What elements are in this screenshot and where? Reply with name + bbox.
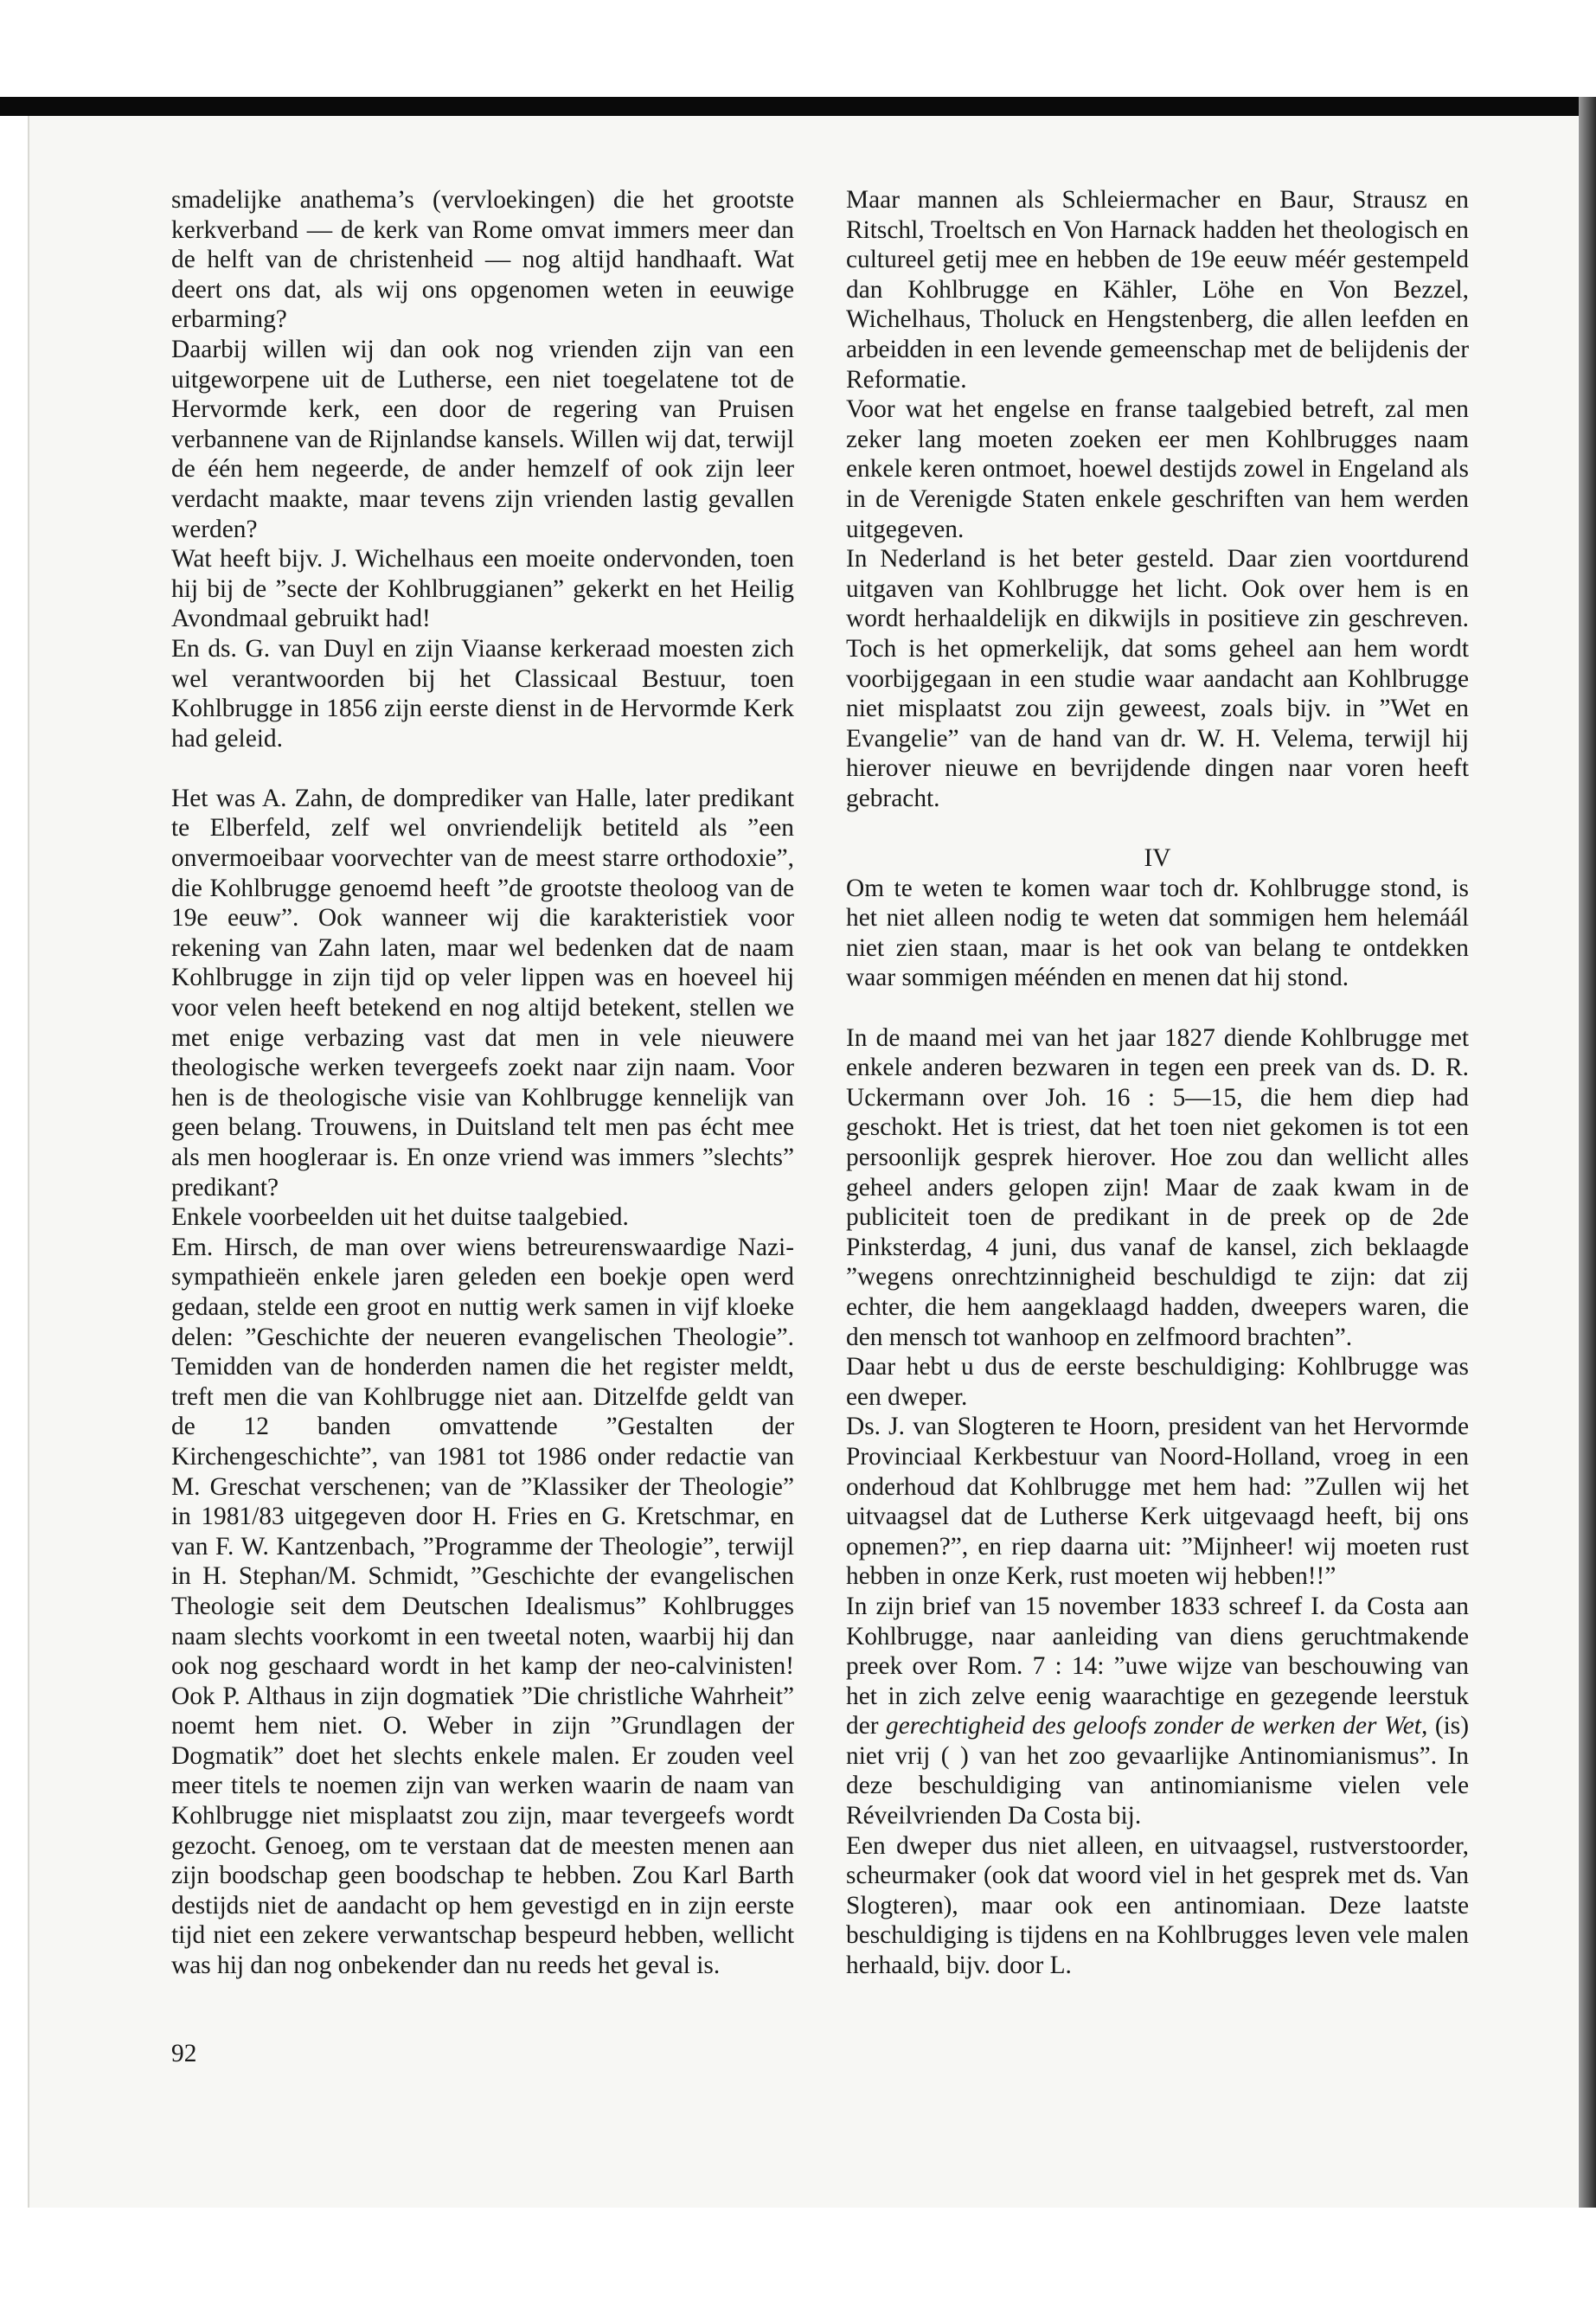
right-column bbox=[846, 185, 1469, 1981]
scan-top-edge bbox=[0, 97, 1596, 116]
paragraph: Voor wat het engelse en franse taalgebied betreft, zal men zeker lang moeten zoeken eer men Kohlbrugges naam enkele keren ontmoet, hoewel destijds zowel in Engeland als in de Verenigde Staten enkele geschriften van hem werden uitgegeven. bbox=[846, 395, 1469, 543]
paragraph: Om te weten te komen waar toch dr. Kohlbrugge stond, is het niet alleen nodig te weten dat sommigen hem helemáál niet zien staan, maar is het ook van belang te ontdekken waar sommigen méénden en menen dat hij stond. bbox=[846, 874, 1469, 992]
paragraph bbox=[846, 1592, 1469, 1831]
paragraph: smadelijke anathema’s (vervloekingen) die het grootste kerkverband — de kerk van Rome omvat immers meer dan de helft van de christenheid — nog altijd handhaaft. Wat deert ons dat, als wij ons opgenomen weten in eeuwige erbarming? bbox=[171, 186, 794, 334]
paragraph: Em. Hirsch, de man over wiens betreurenswaardige Nazi-sympathieën enkele jaren geleden een boekje open werd gedaan, stelde een groot en nuttig werk samen in vijf kloeke delen: ”Geschichte der neueren evangelischen Theologie”. Temidden van de honderden namen die het register meldt, treft men die van Kohlbrugge niet aan. Ditzelfde geldt van de 12 banden omvattende ”Gestalten der Kirchengeschichte”, van 1981 tot 1986 onder redactie van M. Greschat verschenen; van de ”Klassiker der Theologie” in 1981/83 uitgegeven door H. Fries en G. Kretschmar, en van F. W. Kantzenbach, ”Programme der Theologie”, terwijl in H. Stephan/M. Schmidt, ”Geschichte der evangelischen Theologie seit dem Deutschen Idealismus” Kohlbrugges naam slechts voorkomt in een tweetal noten, waarbij hij dan ook nog geschaard wordt in het kamp der neo-calvinisten! Ook P. Althaus in zijn dogmatiek ”Die christliche Wahrheit” noemt hem niet. O. Weber in zijn ”Grundlagen der Dogmatik” doet het slechts enkele malen. Er zouden veel meer titels te noemen zijn van werken waarin de naam van Kohlbrugge niet misplaatst zou zijn, maar tevergeefs wordt gezocht. Genoeg, om te verstaan dat de meesten menen aan zijn boodschap geen boodschap te hebben. Zou Karl Barth destijds niet de aandacht op hem gevestigd en in zijn eerste tijd niet een zekere verwantschap bespeurd hebben, wellicht was hij dan nog onbekender dan nu reeds het geval is. bbox=[171, 1233, 794, 1980]
scan-right-edge bbox=[1579, 97, 1596, 2208]
text-run: (is) niet vrij ( ) van het zoo gevaarlijke Antinomianismus”. In deze beschuldiging van antinomianisme vielen vele Réveilvrienden Da Costa bij. bbox=[846, 1712, 1469, 1830]
paragraph: Ds. J. van Slogteren te Hoorn, president van het Hervormde Provinciaal Kerkbestuur van Noord-Holland, vroeg in een onderhoud dat Kohlbrugge met hem had: ”Zullen wij het uitvaagsel dat de Lutherse Kerk uitgevaagd heeft, bij ons opnemen?”, en riep daarna uit: ”Mijnheer! wij moeten rust hebben in onze Kerk, rust moeten wij hebben!!” bbox=[846, 1413, 1469, 1591]
paragraph: Wat heeft bijv. J. Wichelhaus een moeite ondervonden, toen hij bij de ”secte der Kohlbruggianen” gekerkt en het Heilig Avondmaal gebruikt had! bbox=[171, 545, 794, 633]
section-heading: IV bbox=[1144, 844, 1171, 873]
paragraph: Enkele voorbeelden uit het duitse taalgebied. bbox=[171, 1203, 629, 1232]
paragraph: Daar hebt u dus de eerste beschuldiging: Kohlbrugge was een dweper. bbox=[846, 1353, 1469, 1411]
paragraph: In Nederland is het beter gesteld. Daar zien voortdurend uitgaven van Kohlbrugge het licht. Ook over hem is en wordt herhaaldelijk en dikwijls in positieve zin geschreven. Toch is het opmerkelijk, dat soms geheel aan hem wordt voorbijgegaan in een studie waar aandacht aan Kohlbrugge niet misplaatst zou zijn geweest, zoals bijv. in ”Wet en Evangelie” van de hand van dr. W. H. Velema, terwijl hij hierover nieuwe en bevrijdende dingen naar voren heeft gebracht. bbox=[846, 545, 1469, 812]
text-run: In zijn brief van 15 november 1833 schreef I. da Costa aan Kohlbrugge, naar aanleiding van diens geruchtmakende preek over Rom. 7 : 14: ”uwe wijze van beschouwing van het in zich zelve eenig waarachtige en gezegende leerstuk der bbox=[846, 1592, 1469, 1740]
paragraph: En ds. G. van Duyl en zijn Viaanse kerkeraad moesten zich wel verantwoorden bij het Classicaal Bestuur, toen Kohlbrugge in 1856 zijn eerste dienst in de Hervormde Kerk had geleid. bbox=[171, 634, 794, 753]
left-column bbox=[171, 185, 794, 1981]
paragraph-gap bbox=[846, 993, 1469, 1023]
paragraph: Het was A. Zahn, de domprediker van Halle, later predikant te Elberfeld, zelf wel onvriendelijk betiteld als ”een onvermoeibaar voorvechter van de meest starre orthodoxie”, die Kohlbrugge genoemd heeft ”de grootste theoloog van de 19e eeuw”. Ook wanneer wij die karakteristiek voor rekening van Zahn laten, maar wel bedenken dat de naam Kohlbrugge in zijn tijd op veler lippen was en hoeveel hij voor velen heeft betekend en nog altijd betekent, stellen we met enige verbazing vast dat men in vele nieuwere theologische werken tevergeefs zoekt naar zijn naam. Voor hen is de theologische visie van Kohlbrugge kennelijk van geen belang. Trouwens, in Duitsland telt men pas écht mee als men hoogleraar is. En onze vriend was immers ”slechts” predikant? bbox=[171, 784, 794, 1202]
paragraph-gap bbox=[171, 753, 794, 784]
paragraph: In de maand mei van het jaar 1827 diende Kohlbrugge met enkele anderen bezwaren in tegen een preek van ds. D. R. Uckermann over Joh. 16 : 5—15, die hem diep had geschokt. Het is triest, dat het toen niet gekomen is tot een persoonlijk gesprek hierover. Hoe zou dan wellicht alles geheel anders gelopen zijn! Maar de zaak kwam in de publiciteit toen de predikant in de preek op de 2de Pinksterdag, 4 juni, dus vanaf de kansel, zich beklaagde ”wegens onrechtzinnigheid beschuldigd te zijn: dat zij echter, die hem aangeklaagd hadden, dweepers waren, die den mensch tot wanhoop en zelfmoord brachten”. bbox=[846, 1023, 1469, 1351]
paragraph: Daarbij willen wij dan ook nog vrienden zijn van een uitgeworpene uit de Lutherse, een niet toegelatene tot de Hervormde kerk, een door de regering van Pruisen verbannene van de Rijnlandse kansels. Willen wij dat, terwijl de één hem negeerde, de ander hemzelf of ook zijn leer verdacht maakte, maar tevens zijn vrienden lastig gevallen werden? bbox=[171, 335, 794, 543]
italic-text-run: gerechtigheid des geloofs zonder de werken der Wet, bbox=[886, 1712, 1428, 1740]
page-number: 92 bbox=[171, 2040, 197, 2067]
paragraph-gap bbox=[846, 813, 1469, 843]
paragraph: Maar mannen als Schleiermacher en Baur, Strausz en Ritschl, Troeltsch en Von Harnack hadden het theologisch en cultureel getij mee en hebben de 19e eeuw méér gestempeld dan Kohlbrugge en Kähler, Löhe en Von Bezzel, Wichelhaus, Tholuck en Hengstenberg, die allen leefden en arbeidden in een levende gemeenschap met de belijdenis der Reformatie. bbox=[846, 186, 1469, 394]
paragraph: Een dweper dus niet alleen, en uitvaagsel, rustverstoorder, scheurmaker (ook dat woord viel in het gesprek met ds. Van Slogteren), maar ook een antinomiaan. Deze laatste beschuldiging is tijdens en na Kohlbrugges leven vele malen herhaald, bijv. door L. bbox=[846, 1831, 1469, 1980]
